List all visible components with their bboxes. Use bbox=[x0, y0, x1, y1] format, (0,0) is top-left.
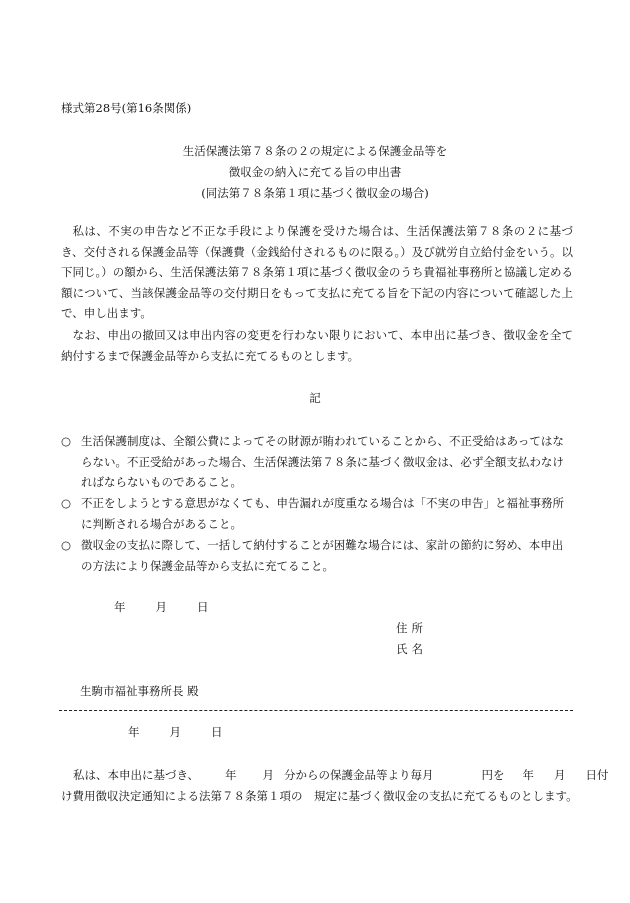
bullet-circle-icon: ○ bbox=[61, 538, 72, 552]
lower-date-year: 年 bbox=[128, 725, 140, 739]
lower-text-seg: 月 bbox=[554, 768, 566, 782]
name-label: 氏名 bbox=[396, 642, 427, 656]
dashed-divider bbox=[59, 710, 573, 711]
title-line-1: 生活保護法第７８条の２の規定による保護金品等を bbox=[182, 144, 448, 158]
addressee: 生駒市福祉事務所長 殿 bbox=[80, 684, 199, 698]
lower-text-line-1 bbox=[73, 770, 609, 782]
lower-date-day: 日 bbox=[211, 725, 223, 739]
date-year: 年 bbox=[114, 600, 126, 614]
bullet-text: 徴収金の支払に際して、一括して納付することが困難な場合には、家計の節約に努め、本申出の方法により保護金品等から支払に充てること。 bbox=[81, 538, 564, 573]
lower-text-line-2: け費用徴収決定通知による法第７８条第１項の 規定に基づく徴収金の支払に充てるものとします。 bbox=[61, 789, 578, 803]
bullet-item bbox=[61, 535, 573, 576]
lower-text-seg: 円を bbox=[481, 768, 505, 782]
lower-date-month: 月 bbox=[169, 725, 181, 739]
form-number: 様式第28号(第16条関係) bbox=[61, 101, 192, 115]
date-day: 日 bbox=[197, 600, 209, 614]
date-line bbox=[114, 602, 209, 614]
address-label: 住所 bbox=[396, 621, 427, 635]
lower-text-seg: 私は、本申出に基づき、 bbox=[73, 768, 200, 782]
lower-text-seg: 月 bbox=[262, 768, 275, 782]
body-paragraph-2: なお、申出の撤回又は申出内容の変更を行わない限りにおいて、本申出に基づき、徴収金を全て納付するまで保護金品等から支払に充てるものとします。 bbox=[61, 328, 573, 363]
bullet-item bbox=[61, 493, 573, 534]
bullet-text: 生活保護制度は、全額公費によってその財源が賄われていることから、不正受給はあってはならない。不正受給があった場合、生活保護法第７８条に基づく徴収金は、必ず全額支払わなければならないものであること。 bbox=[81, 434, 564, 489]
lower-text-seg: 年 bbox=[225, 768, 237, 782]
lower-date-line bbox=[128, 727, 223, 739]
title-line-2: 徴収金の納入に充てる旨の申出書 bbox=[228, 165, 402, 179]
lower-text-seg: 日付 bbox=[585, 768, 609, 782]
title-line-3: (同法第７８条第１項に基づく徴収金の場合) bbox=[201, 186, 429, 200]
lower-text-seg: 分からの保護金品等より毎月 bbox=[284, 768, 434, 782]
ki-heading: 記 bbox=[309, 391, 321, 405]
bullet-circle-icon: ○ bbox=[61, 496, 72, 510]
lower-text-seg: 年 bbox=[522, 768, 535, 782]
bullet-circle-icon: ○ bbox=[61, 434, 72, 448]
date-month: 月 bbox=[155, 600, 167, 614]
body-paragraph-1: 私は、不実の申告など不正な手段により保護を受けた場合は、生活保護法第７８条の２に基づき、交付される保護金品等（保護費（金銭給付されるものに限る。）及び就労自立給付金をいう。以下同じ。）の額から、生活保護法第７８条第１項に基づく徴収金のうち貴福祉事務所と協議し定める額について、当該保護金品等の交付期日をもって支払に充てる旨を下記の内容について確認した上で、申し出ます。 bbox=[61, 224, 573, 320]
bullet-item bbox=[61, 431, 573, 493]
bullet-text: 不正をしようとする意思がなくても、申告漏れが度重なる場合は「不実の申告」と福祉事務所に判断される場合があること。 bbox=[81, 496, 564, 531]
